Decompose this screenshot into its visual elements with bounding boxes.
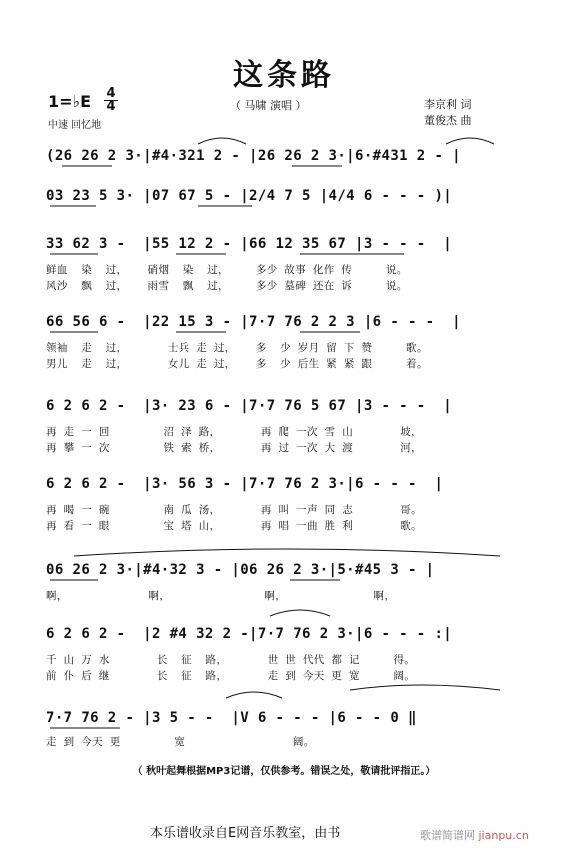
singer-credit: （ 马啸 演唱 ） <box>230 99 307 112</box>
lyric-verse-2: 再 看 一 眼 宝 塔 山， 再 唱 一曲 胜 利 歌。 <box>46 520 423 532</box>
lyric-verse-2: 风沙 飘 过， 雨雪 飘 过， 多少 墓碑 还在 诉 说。 <box>46 280 408 292</box>
source-note: 本乐谱收录自E网音乐教室，由书 <box>150 826 341 841</box>
lyric-verse-2: 男儿 走 过， 女儿 走 过， 多 少 后生 紧 紧 跟 着。 <box>46 358 428 370</box>
notation-line: 6 2 6 2 - |2 #4 32 2 -|7·7 76 2 3·|6 - - - :| <box>46 626 453 642</box>
tempo-marking: 中速 回忆地 <box>48 120 102 131</box>
lyric-verse-1: 鲜血 染 过， 硝烟 染 过， 多少 故事 化作 传 说。 <box>46 264 408 276</box>
lyric-verse-1: 再 走 一 回 沼 泽 路， 再 爬 一次 雪 山 坡， <box>46 426 423 438</box>
lyric-interjection: 啊， 啊， 啊， 啊， <box>46 590 396 602</box>
time-signature-top: 4 <box>106 86 116 101</box>
transcriber-note: （ 秋叶起舞根据MP3记谱，仅供参考。错误之处，敬请批评指正。） <box>132 766 436 777</box>
slur-mark <box>350 685 500 690</box>
site-watermark <box>420 827 529 843</box>
page-title: 这条路 <box>233 58 335 93</box>
lyric-verse-1: 千 山 万 水 长 征 路， 世 世 代代 都 记 得。 <box>46 654 416 666</box>
composer-credit: 董俊杰 曲 <box>424 114 472 127</box>
lyric-verse-2: 前 仆 后 继 长 征 路， 走 到 今天 更 宽 阔。 <box>46 670 416 682</box>
lyric-verse-2: 再 攀 一 次 铁 索 桥， 再 过 一次 大 渡 河， <box>46 442 423 454</box>
notation-line: 7·7 76 2 - |3 5 - - |V 6 - - - |6 - - 0 ‖ <box>46 710 417 726</box>
notation-line: 6 2 6 2 - |3· 23 6 - |7·7 76 5 67 |3 - - - | <box>46 398 453 414</box>
key-signature: 1=♭E <box>48 92 92 111</box>
watermark-text: 歌谱简谱网 <box>420 829 475 842</box>
notation-line: 33 62 3 - |55 12 2 - |66 12 35 67 |3 - - - | <box>46 236 453 252</box>
lyric-verse-1: 再 喝 一 碗 南 瓜 汤， 再 叫 一声 同 志 哥。 <box>46 504 423 516</box>
watermark-url[interactable]: jianpu.cn <box>478 829 529 842</box>
slur-mark <box>226 692 282 698</box>
notation-line: 06 26 2 3·|#4·32 3 - |06 26 2 3·|5·#45 3 - | <box>46 562 435 578</box>
lyric-verse-1: 领袖 走 过， 士兵 走 过， 多 少 岁月 留 下 赞 歌。 <box>46 342 428 354</box>
slur-mark <box>74 549 500 556</box>
notation-line: (26 26 2 3·|#4·321 2 - |26 26 2 3·|6·#431 2 - | <box>46 148 461 164</box>
lyricist-credit: 李京利 词 <box>424 98 472 111</box>
slur-mark <box>198 138 246 144</box>
notation-line: 6 2 6 2 - |3· 56 3 - |7·7 76 2 3·|6 - - - | <box>46 476 444 492</box>
slur-mark <box>270 610 330 616</box>
time-signature-bottom: 4 <box>106 99 116 114</box>
notation-line: 66 56 6 - |22 15 3 - |7·7 76 2 2 3 |6 - - - | <box>46 314 461 330</box>
lyric-final: 走 到 今天 更 宽 阔。 <box>46 736 315 748</box>
slur-mark <box>446 138 494 144</box>
notation-line: 03 23 5 3· |07 67 5 - |2/4 7 5 |4/4 6 - - - )| <box>46 188 453 204</box>
